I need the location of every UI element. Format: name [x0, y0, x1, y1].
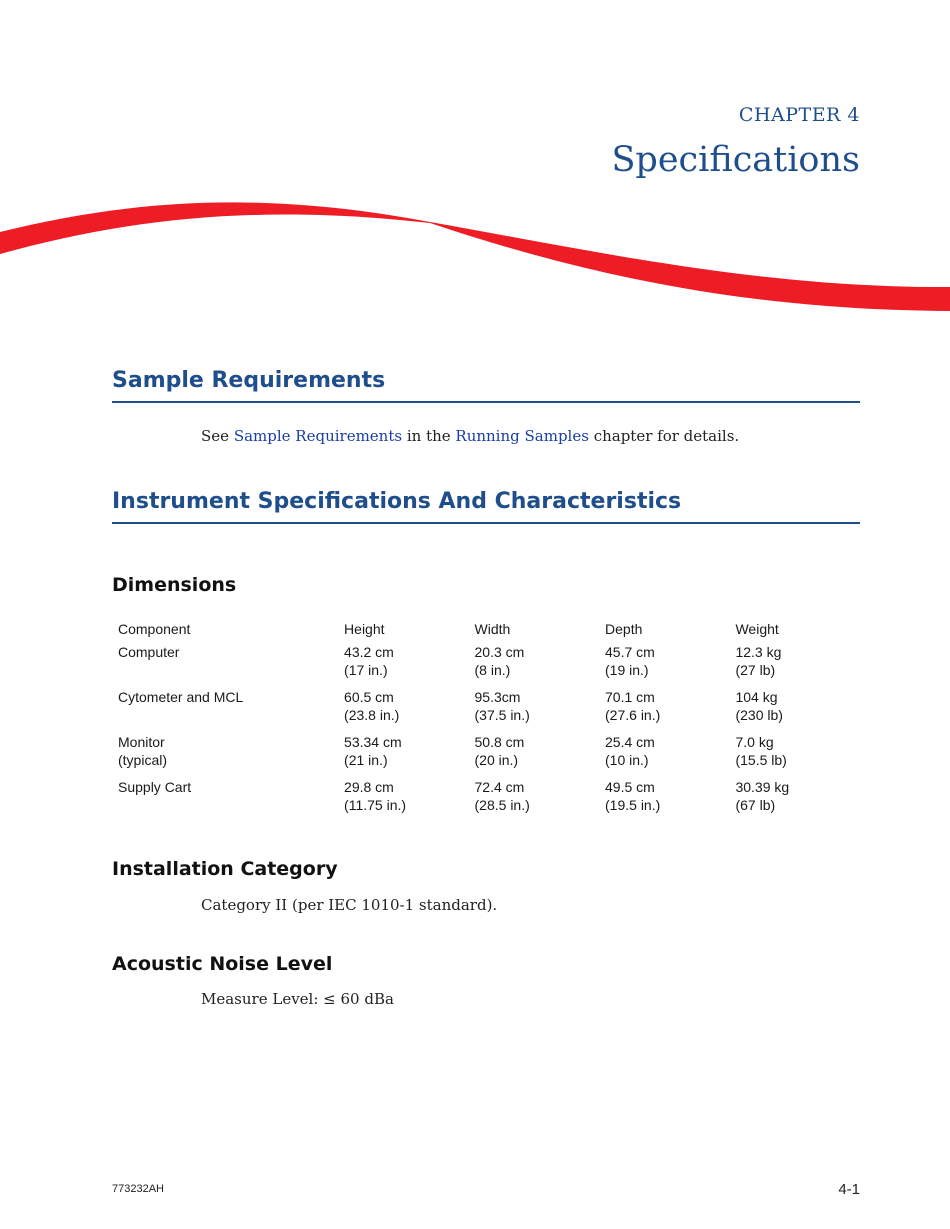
cell-weight: 12.3 kg (27 lb): [735, 644, 782, 678]
cell-width: 50.8 cm (20 in.): [474, 734, 525, 768]
section-heading-sample-requirements: Sample Requirements: [112, 368, 860, 403]
cell-width: 20.3 cm (8 in.): [474, 644, 525, 678]
paragraph-text: See: [201, 427, 234, 445]
column-header: Depth: [605, 621, 643, 637]
cell-width: 95.3cm (37.5 in.): [474, 689, 530, 723]
paragraph-text: in the: [402, 427, 456, 445]
red-swoosh-decoration: [0, 190, 950, 320]
table-row: [112, 643, 860, 688]
cell-depth: 49.5 cm (19.5 in.): [605, 779, 661, 813]
cell-height: 43.2 cm (17 in.): [344, 644, 394, 678]
cell-width: 72.4 cm (28.5 in.): [474, 779, 530, 813]
cell-depth: 45.7 cm (19 in.): [605, 644, 655, 678]
cell-weight: 104 kg (230 lb): [735, 689, 783, 723]
sample-requirements-paragraph: [201, 427, 739, 445]
swoosh-band: [0, 202, 950, 311]
cell-weight: 7.0 kg (15.5 lb): [735, 734, 787, 768]
footer-page-number: 4-1: [838, 1181, 860, 1198]
column-header: Weight: [735, 621, 779, 637]
chapter-title: Specifications: [611, 140, 860, 180]
sub-heading-installation-category: Installation Category: [112, 858, 338, 880]
cell-component: Computer: [118, 644, 180, 660]
cell-component: Supply Cart: [118, 779, 192, 795]
table-row: [112, 733, 860, 778]
footer-document-number: 773232AH: [112, 1183, 164, 1195]
installation-category-text: Category II (per IEC 1010-1 standard).: [201, 896, 498, 914]
cell-depth: 25.4 cm (10 in.): [605, 734, 655, 768]
section-heading-instrument-specs: Instrument Specifications And Characteristics: [112, 489, 860, 524]
cell-height: 60.5 cm (23.8 in.): [344, 689, 400, 723]
table-row: [112, 778, 860, 823]
cell-depth: 70.1 cm (27.6 in.): [605, 689, 661, 723]
column-header: Component: [118, 621, 191, 637]
link-sample-requirements[interactable]: Sample Requirements: [233, 427, 403, 445]
cell-height: 29.8 cm (11.75 in.): [344, 779, 407, 813]
cell-component: Monitor (typical): [118, 734, 168, 768]
table-row: [112, 688, 860, 733]
link-running-samples[interactable]: Running Samples: [455, 427, 589, 445]
sub-heading-acoustic-noise: Acoustic Noise Level: [112, 953, 333, 975]
column-header: Width: [474, 621, 511, 637]
paragraph-text: chapter for details.: [588, 427, 740, 445]
cell-height: 53.34 cm (21 in.): [344, 734, 402, 768]
column-header: Height: [344, 621, 385, 637]
dimensions-table: [112, 620, 860, 823]
chapter-label: CHAPTER 4: [738, 104, 860, 126]
table-header-row: [112, 620, 860, 643]
cell-component: Cytometer and MCL: [118, 689, 244, 705]
sub-heading-dimensions: Dimensions: [112, 574, 237, 596]
acoustic-noise-text: Measure Level: ≤ 60 dBa: [201, 990, 394, 1008]
cell-weight: 30.39 kg (67 lb): [735, 779, 790, 813]
